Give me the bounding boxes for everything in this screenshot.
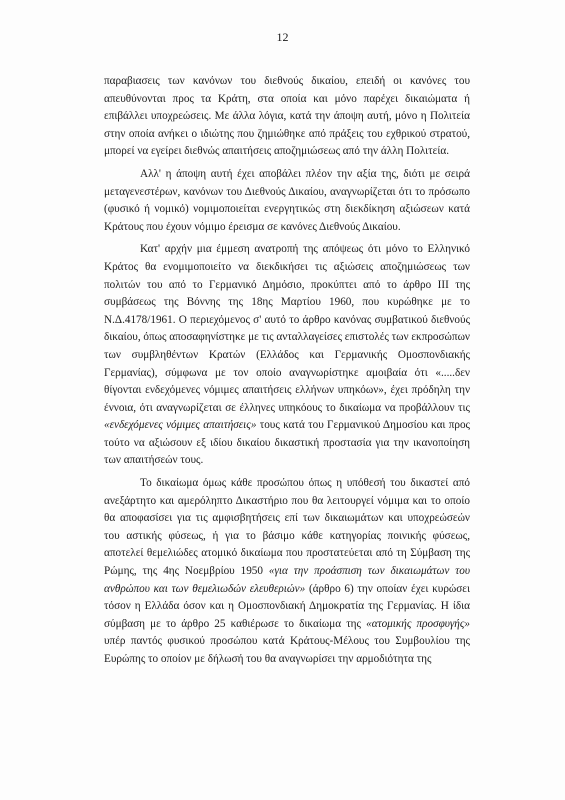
paragraph-1-text: παραβιασεις των κανόνων του διεθνούς δικαίου, επειδή οι κανόνες του απευθύνονται προς τα Κράτη, στα οποία και μόνο παρέχει δικαιώματα ή επιβάλλει υποχρεώσεις. Με άλλα λόγια, κατά την άποψη αυτή, μόνο η Πολιτεία στην οποία ανήκει ο ιδιώτης που ζημιώθηκε από πράξεις του εχθρικού στρατού, μπορεί να εγείρει διεθνώς απαιτήσεις αποζημιώσεως από την άλλη Πολιτεία.	[104, 75, 470, 158]
paragraph-4-text-start: Το δικαίωμα όμως κάθε προσώπου όπως η υπόθεσή του δικαστεί από ανεξάρτητο και αμερόληπτο Δικαστήριο που θα λειτουργεί νόμιμα και το οποίο θα αποφασίσει για τις αμφισβητήσεις επί των δικαιωμάτων και υποχρεώσεών του αστικής φύσεως, ή για το βάσιμο κάθε κατηγορίας ποινικής φύσεως, αποτελεί θεμελιώδες ατομικό δικαίωμα που προστατεύεται από τη Σύμβαση της Ρώμης, της 4ης Νοεμβρίου 1950	[104, 477, 470, 578]
paragraph-4-text-end: υπέρ παντός φυσικού προσώπου κατά Κράτους-Μέλους του Συμβουλίου της Ευρώπης το οποίον με δήλωσή του θα αναγνωρίσει την αρμοδιότητα της	[104, 635, 470, 665]
paragraph-3-quote: «ενδεχόμενες νόμιμες απαιτήσεις»	[104, 419, 257, 432]
paragraph-1	[104, 73, 470, 161]
paragraph-4-quote-convention: «για την προάσπιση των δικαιωμάτων του ανθρώπου και των θεμελιωδών ελευθεριών»	[104, 565, 470, 595]
paragraph-4-quote-petition: «ατομικής προσφυγής»	[366, 617, 470, 630]
paragraph-2-text: Αλλ' η άποψη αυτή έχει αποβάλει πλέον την αξία της, διότι με σειρά μεταγενεστέρων, κανόνων του Διεθνούς Δικαίου, αναγνωρίζεται ότι το πρόσωπο (φυσικό ή νομικό) νομιμοποιείται ενεργητικώς στη διεκδίκηση αξιώσεων κατά Κράτους που έχουν νόμιμο έρεισμα σε κανόνες Διεθνούς Δικαίου.	[104, 167, 470, 233]
paragraph-4	[104, 475, 470, 669]
paragraph-3-text-start: Κατ' αρχήν μια έμμεση ανατροπή της απόψεως ότι μόνο το Ελληνικό Κράτος θα ενομιμοποιείτο να διεκδικήσει τις αξιώσεις αποζημιώσεως των πολιτών του από το Γερμανικό Δημόσιο, προκύπτει από το άρθρο ΙΙΙ της συμβάσεως της Βόννης της 18ης Μαρτίου 1960, που κυρώθηκε με το Ν.Δ.4178/1961. Ο περιεχόμενος σ' αυτό το άρθρο κανόνας συμβατικού διεθνούς δικαίου, όπως αποσαφηνίστηκε με τις ανταλλαγείσες επιστολές των εκπροσώπων των συμβληθέντων Κρατών (Ελλάδος και Γερμανικής Ομοσπονδιακής Γερμανίας), σύμφωνα με τον οποίο αναγνωρίστηκε αμοιβαία ότι «.....δεν θίγονται ενδεχόμενες νόμιμες απαιτήσεις ελλήνων υπηκόων», έχει πρόδηλη την έννοια, ότι αναγνωρίζεται σε έλληνες υπηκόους το δικαίωμα να προβάλλουν τις	[104, 243, 470, 414]
paragraph-4-text-middle: (άρθρο 6) την οποίαν έχει κυρώσει τόσον η Ελλάδα όσον και η Ομοσπονδιακή Δημοκρατία της Γερμανίας. Η ίδια σύμβαση με το άρθρο 25 καθιέρωσε το δικαίωμα της	[104, 582, 470, 630]
document-body	[104, 73, 470, 674]
paragraph-3	[104, 241, 470, 470]
paragraph-3-text-end: τους κατά του Γερμανικού Δημοσίου και προς τούτο να αξιώσουν εξ ιδίου δικαίου δικαστική προστασία για την ικανοποίηση των απαιτήσεών τους.	[104, 419, 470, 467]
page-number: 12	[276, 30, 289, 44]
paragraph-2	[104, 166, 470, 236]
